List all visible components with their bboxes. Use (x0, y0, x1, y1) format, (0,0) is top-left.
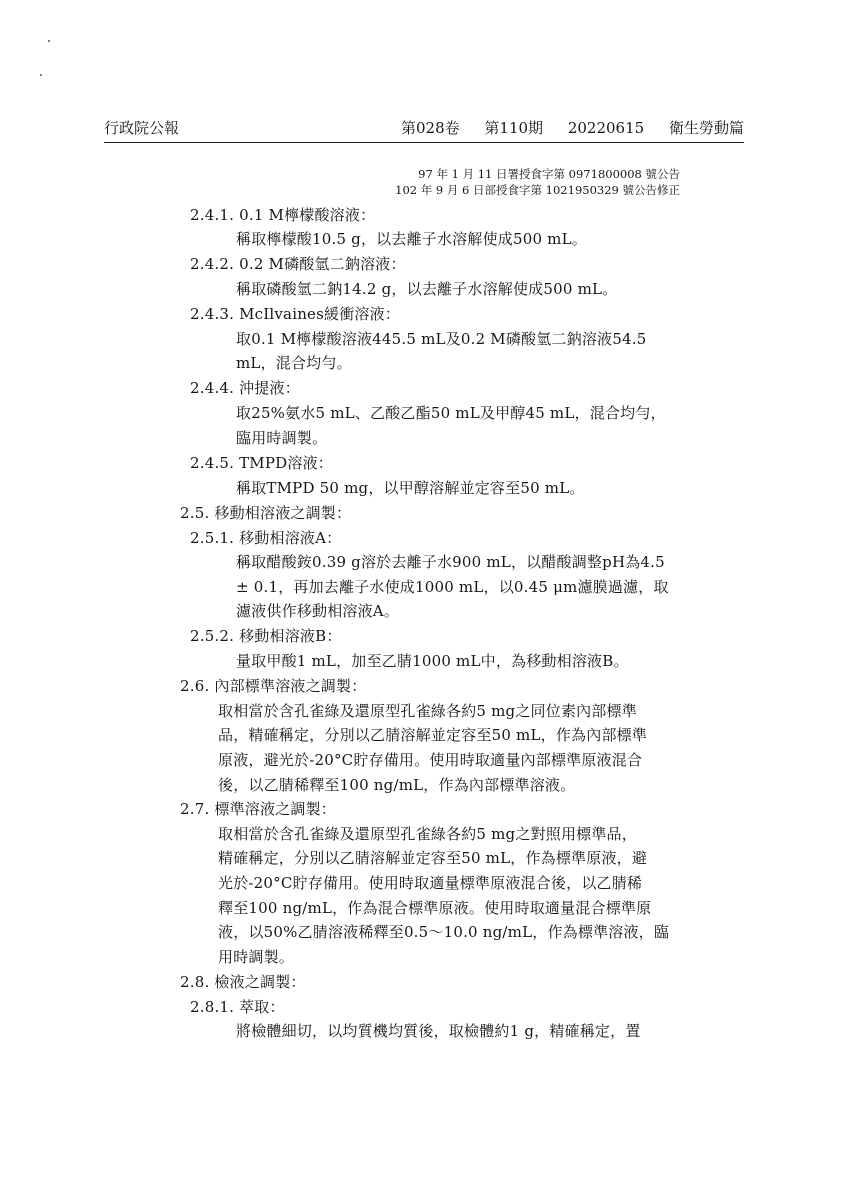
heading-2-4-1: 2.4.1. 0.1 M檸檬酸溶液： (190, 206, 376, 224)
paragraph-line: 品，精確稱定，分別以乙腈溶解並定容至50 mL，作為內部標準 (218, 726, 648, 744)
paragraph-line: 稱取醋酸銨0.39 g溶於去離子水900 mL，以醋酸調整pH為4.5 (236, 553, 665, 571)
issue-number: 第110期 (484, 119, 544, 137)
paragraph-line: ± 0.1，再加去離子水使成1000 mL，以0.45 μm濾膜過濾，取 (236, 578, 669, 596)
paragraph-line: 取相當於含孔雀綠及還原型孔雀綠各約5 mg之同位素內部標準 (218, 702, 637, 720)
heading-2-4-2: 2.4.2. 0.2 M磷酸氫二鈉溶液： (190, 255, 406, 273)
paragraph-line: 量取甲酸1 mL，加至乙腈1000 mL中，為移動相溶液B。 (236, 652, 629, 670)
paragraph-line: 後，以乙腈稀釋至100 ng/mL，作為內部標準溶液。 (218, 776, 576, 794)
paragraph-line: 液，以50%乙腈溶液稀釋至0.5～10.0 ng/mL，作為標準溶液，臨 (218, 923, 670, 941)
heading-2-6: 2.6. 內部標準溶液之調製： (180, 677, 367, 695)
paragraph-line: 釋至100 ng/mL，作為混合標準原液。使用時取適量混合標準原 (218, 899, 652, 917)
heading-2-5-1: 2.5.1. 移動相溶液A： (190, 529, 342, 547)
gazette-title: 行政院公報 (104, 119, 180, 137)
heading-2-8: 2.8. 檢液之調製： (180, 973, 306, 991)
heading-2-4-3: 2.4.3. McIlvaines緩衝溶液： (190, 305, 401, 323)
section-name: 衛生勞動篇 (668, 119, 744, 137)
paragraph-line: 光於-20°C貯存備用。使用時取適量標準原液混合後，以乙腈稀 (218, 874, 643, 892)
heading-2-5-2: 2.5.2. 移動相溶液B： (190, 627, 342, 645)
volume-number: 第028卷 (401, 119, 460, 137)
paragraph-line: 臨用時調製。 (236, 429, 328, 447)
heading-2-4-5: 2.4.5. TMPD溶液： (190, 454, 333, 472)
paragraph-line: 稱取檸檬酸10.5 g，以去離子水溶解使成500 mL。 (236, 230, 587, 248)
paragraph-line: 稱取TMPD 50 mg，以甲醇溶解並定容至50 mL。 (236, 479, 585, 497)
paragraph-line: 稱取磷酸氫二鈉14.2 g，以去離子水溶解使成500 mL。 (236, 280, 618, 298)
announcement-notice (395, 166, 680, 198)
notice-line: 102 年 9 月 6 日部授食字第 1021950329 號公告修正 (395, 183, 680, 197)
paragraph-line: 精確稱定，分別以乙腈溶解並定容至50 mL，作為標準原液，避 (218, 849, 648, 867)
notice-line: 97 年 1 月 11 日署授食字第 0971800008 號公告 (418, 167, 680, 181)
header-rule (104, 142, 744, 143)
gazette-header (104, 116, 744, 140)
paragraph-line: 取0.1 M檸檬酸溶液445.5 mL及0.2 M磷酸氫二鈉溶液54.5 (236, 330, 647, 348)
paragraph-line: 原液，避光於-20°C貯存備用。使用時取適量內部標準原液混合 (218, 751, 643, 769)
gazette-issue-info (401, 116, 744, 140)
heading-2-8-1: 2.8.1. 萃取： (190, 998, 285, 1016)
paragraph-line: mL，混合均勻。 (236, 354, 352, 372)
paragraph-line: 將檢體細切，以均質機均質後，取檢體約1 g，精確稱定，置 (236, 1022, 641, 1040)
heading-2-5: 2.5. 移動相溶液之調製： (180, 504, 352, 522)
heading-2-7: 2.7. 標準溶液之調製： (180, 800, 336, 818)
paragraph-line: 用時調製。 (218, 948, 295, 966)
scan-speck (40, 74, 42, 76)
paragraph-line: 濾液供作移動相溶液A。 (236, 602, 400, 620)
publication-date: 20220615 (567, 119, 645, 137)
paragraph-line: 取25%氨水5 mL、乙酸乙酯50 mL及甲醇45 mL，混合均勻， (236, 404, 666, 422)
heading-2-4-4: 2.4.4. 沖提液： (190, 379, 300, 397)
paragraph-line: 取相當於含孔雀綠及還原型孔雀綠各約5 mg之對照用標準品， (218, 825, 637, 843)
scan-speck (48, 40, 50, 42)
